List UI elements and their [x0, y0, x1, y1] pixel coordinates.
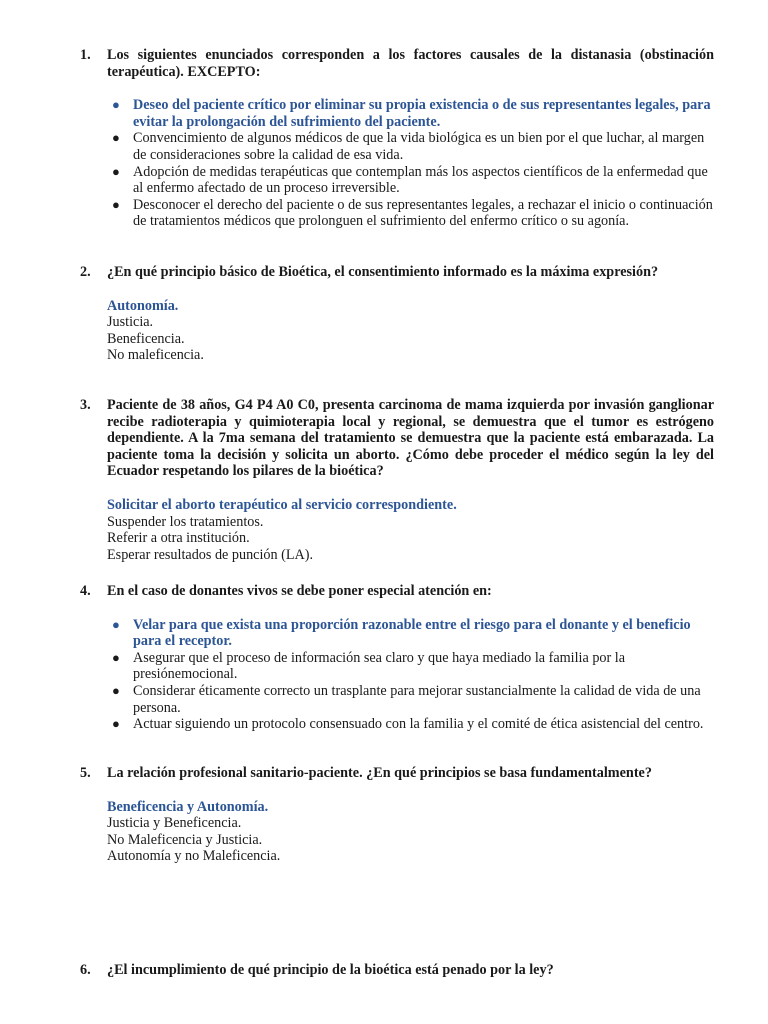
option-correct: ● Deseo del paciente crítico por eliminar su propia existencia o de sus representantes legales, para evitar la prolongación del sufrimiento del paciente. — [112, 97, 711, 130]
option-correct: Beneficencia y Autonomía. — [107, 798, 269, 815]
option: Beneficencia. — [107, 330, 185, 347]
question-number: 1. — [80, 47, 91, 63]
option: ● Actuar siguiendo un protocolo consensuado con la familia y el comité de ética asistencial del centro. — [112, 716, 704, 733]
option: No maleficencia. — [107, 347, 204, 364]
question-1 — [80, 47, 714, 230]
question-4 — [80, 583, 714, 733]
bullet-icon: ● — [112, 196, 120, 212]
question-number: 6. — [80, 962, 91, 978]
bullet-icon: ● — [112, 616, 120, 632]
bullet-icon: ● — [112, 716, 120, 732]
question-5 — [80, 765, 714, 865]
options-list — [80, 298, 714, 364]
question-text: ¿En qué principio básico de Bioética, el consentimiento informado es la máxima expresión? — [107, 264, 659, 280]
option-correct: Solicitar el aborto terapéutico al servicio correspondiente. — [107, 496, 457, 513]
question-6 — [80, 962, 714, 979]
options-list — [80, 97, 714, 230]
question-number: 3. — [80, 397, 91, 413]
question-text: Los siguientes enunciados corresponden a los factores causales de la distanasia (obstinación terapéutica). EXCEPTO: — [107, 47, 714, 80]
question-text: En el caso de donantes vivos se debe poner especial atención en: — [107, 583, 492, 599]
option: ● Asegurar que el proceso de información sea claro y que haya mediado la familia por la presiónemocional. — [112, 649, 626, 683]
option: ● Considerar éticamente correcto un trasplante para mejorar sustancialmente la calidad de vida de una persona. — [112, 682, 701, 716]
option: ● Desconocer el derecho del paciente o de sus representantes legales, a rechazar el inicio o continuación de tratamientos médicos que prolonguen el sufrimiento del enfermo crítico o su agonía. — [112, 196, 713, 230]
options-list — [80, 617, 714, 733]
bullet-icon: ● — [112, 97, 120, 113]
bullet-icon: ● — [112, 682, 120, 698]
option: Justicia. — [107, 314, 154, 331]
question-number: 4. — [80, 583, 91, 599]
options-list — [80, 799, 714, 865]
options-list — [80, 497, 714, 563]
option: Esperar resultados de punción (LA). — [107, 546, 314, 563]
option: Suspender los tratamientos. — [107, 513, 264, 530]
option: Justicia y Beneficencia. — [107, 815, 242, 832]
question-text: La relación profesional sanitario-paciente. ¿En qué principios se basa fundamentalmente? — [107, 765, 652, 781]
option-correct: ● Velar para que exista una proporción razonable entre el riesgo para el donante y el beneficio para el receptor. — [112, 616, 691, 650]
option: Referir a otra institución. — [107, 530, 250, 547]
question-number: 5. — [80, 765, 91, 781]
question-2 — [80, 264, 714, 364]
question-text: Paciente de 38 años, G4 P4 A0 C0, presenta carcinoma de mama izquierda por invasión ganglionar recibe radioterapia y quimioterapia local y regional, se demuestra que el tumor es estrógeno dependiente. A la 7ma semana del tratamiento se demuestra que la paciente está embarazada. La paciente toma la decisión y solicita un aborto. ¿Cómo debe proceder el médico según la ley del Ecuador respetando los pilares de la bioética? — [107, 397, 714, 480]
bullet-icon: ● — [112, 163, 120, 179]
option: No Maleficencia y Justicia. — [107, 831, 263, 848]
option-correct: Autonomía. — [107, 297, 179, 314]
option: Autonomía y no Maleficencia. — [107, 848, 281, 865]
option: ● Adopción de medidas terapéuticas que contemplan más los aspectos científicos de la enfermedad que al enfermo afectado de un proceso irreversible. — [112, 163, 708, 197]
question-text: ¿El incumplimiento de qué principio de la bioética está penado por la ley? — [107, 962, 554, 978]
question-number: 2. — [80, 264, 91, 280]
question-3 — [80, 397, 714, 563]
bullet-icon: ● — [112, 649, 120, 665]
bullet-icon: ● — [112, 130, 120, 146]
option: ● Convencimiento de algunos médicos de que la vida biológica es un bien por el que luchar, al margen de consideraciones sobre la calidad de esa vida. — [112, 130, 705, 163]
